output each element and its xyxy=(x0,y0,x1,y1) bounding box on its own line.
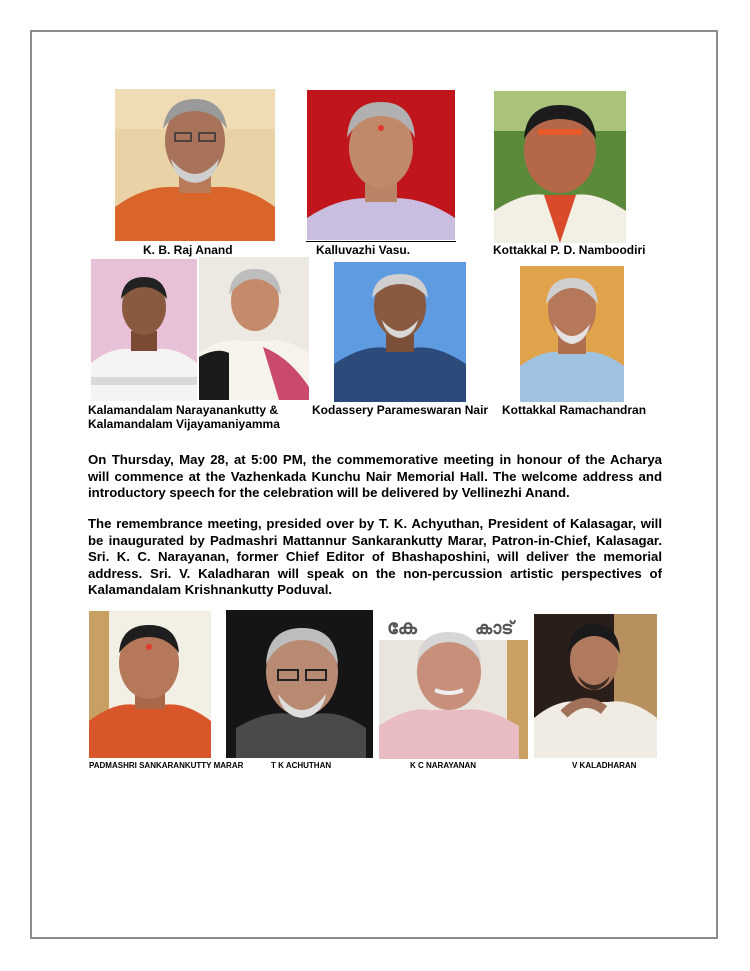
caption-bottom-1: PADMASHRI SANKARANKUTTY MARAR xyxy=(89,761,244,770)
caption-middle-couple-line1: Kalamandalam Narayanankutty & xyxy=(88,403,279,417)
photo-kc-narayanan xyxy=(379,610,528,759)
photo-v-kaladharan xyxy=(534,614,657,758)
caption-bottom-3: K C NARAYANAN xyxy=(410,761,477,770)
photo-kottakkal-pd-namboodiri xyxy=(494,91,626,243)
caption-bottom-4: V KALADHARAN xyxy=(572,761,637,770)
caption-bottom-2: T K ACHUTHAN xyxy=(271,761,332,770)
photo-kalluvazhi-vasu xyxy=(307,90,455,240)
caption-top-2: Kalluvazhi Vasu. xyxy=(316,243,411,257)
banner-text-right: കാട് xyxy=(475,618,514,639)
caption-middle-2: Kodassery Parameswaran Nair xyxy=(312,403,489,417)
photo-kb-raj-anand xyxy=(115,89,275,241)
caption-top-1: K. B. Raj Anand xyxy=(143,243,233,257)
photo-kalamandalam-narayanankutty xyxy=(91,259,197,401)
caption-top-3: Kottakkal P. D. Namboodiri xyxy=(493,243,646,257)
paragraph-remembrance-meeting: The remembrance meeting, presided over by T. K. Achyuthan, President of Kalasagar, will be inaugurated by Padmashri Mattannur Sankarankutty Marar, Patron-in-Chief, Kalasagar. Sri. K. C. Narayanan, former Chief Editor of Bhashaposhini, will deliver the memorial address. Sri. V. Kaladharan will speak on the non-percussion artistic perspectives of Kalamandalam Krishnankutty Poduval. xyxy=(88,516,662,598)
photo-kalamandalam-vijayamaniyamma xyxy=(199,257,309,400)
caption-middle-3: Kottakkal Ramachandran xyxy=(502,403,647,417)
photo-tk-achuthan xyxy=(226,610,373,758)
photo-sankarankutty-marar xyxy=(89,611,211,758)
paragraph-meeting-details: On Thursday, May 28, at 5:00 PM, the commemorative meeting in honour of the Acharya will commence at the Vazhenkada Kunchu Nair Memorial Hall. The welcome address and introductory speech for the celebration will be delivered by Vellinezhi Anand. xyxy=(88,452,662,501)
photo-kottakkal-ramachandran xyxy=(520,266,624,402)
banner-text-left: കേ xyxy=(387,615,417,639)
caption-middle-couple-line2: Kalamandalam Vijayamaniyamma xyxy=(88,417,280,431)
caption-underline xyxy=(306,241,456,242)
photo-kodassery-parameswaran-nair xyxy=(334,262,466,402)
